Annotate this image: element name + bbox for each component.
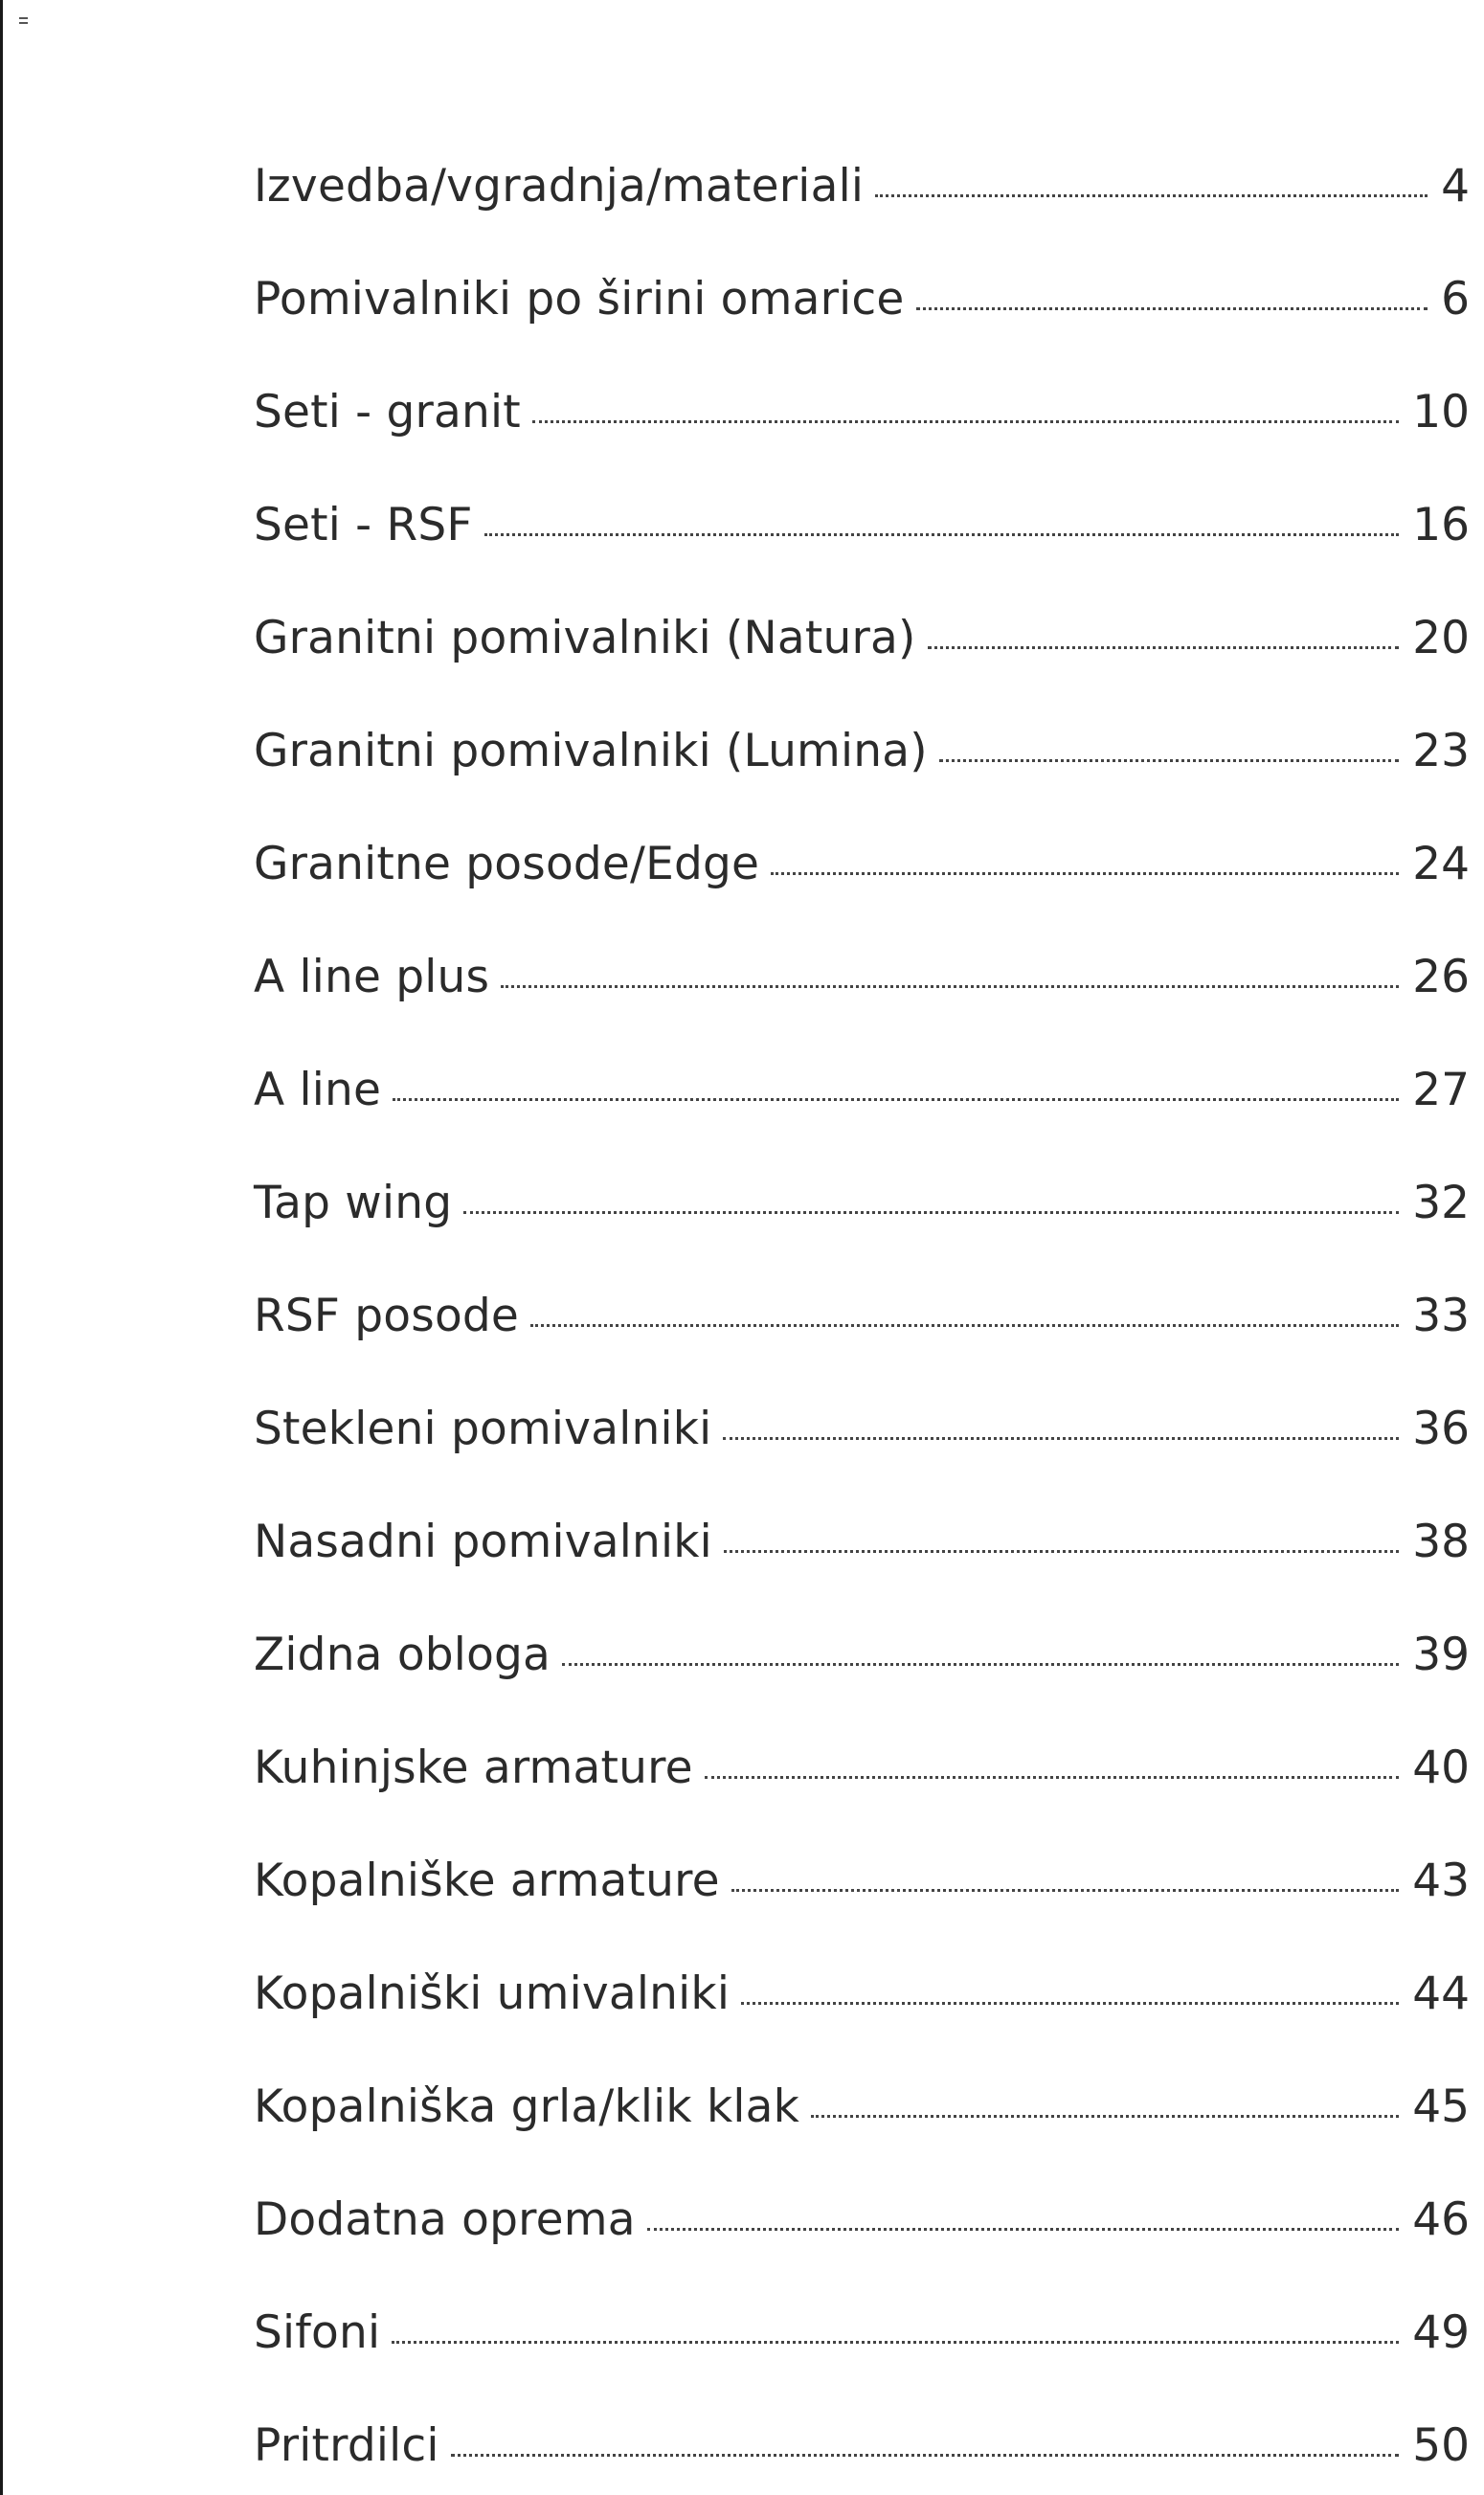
toc-entry[interactable]: [254, 435, 1470, 551]
toc-dot-leader: [532, 420, 1399, 423]
toc-entry-page: 33: [1412, 1290, 1470, 1342]
toc-entry-page: 44: [1412, 1967, 1470, 2020]
toc-entry[interactable]: [254, 1677, 1470, 1794]
toc-entry-page: 10: [1412, 386, 1470, 438]
toc-dot-leader: [875, 194, 1428, 197]
toc-entry-title: A line: [254, 1064, 382, 1116]
toc-dot-leader: [484, 533, 1400, 536]
toc-dot-leader: [530, 1324, 1399, 1327]
toc-entry-page: 36: [1412, 1403, 1470, 1455]
toc-entry[interactable]: [254, 96, 1470, 213]
toc-entry-title: Pritrdilci: [254, 2419, 439, 2472]
toc-entry[interactable]: [254, 209, 1470, 326]
toc-entry[interactable]: [254, 1451, 1470, 1568]
toc-entry-page: 43: [1412, 1854, 1470, 1907]
toc-entry-title: A line plus: [254, 951, 490, 1003]
toc-dot-leader: [731, 1889, 1399, 1892]
toc-dot-leader: [647, 2228, 1399, 2231]
toc-entry-page: 40: [1412, 1742, 1470, 1794]
toc-entry-title: Dodatna oprema: [254, 2193, 636, 2246]
toc-entry-page: 45: [1412, 2080, 1470, 2133]
toc-entry-title: Granitni pomivalniki (Lumina): [254, 725, 928, 777]
toc-entry-page: 32: [1412, 1177, 1470, 1229]
toc-entry-page: 38: [1412, 1516, 1470, 1568]
toc-entry-page: 23: [1412, 725, 1470, 777]
toc-entry-title: Pomivalniki po širini omarice: [254, 273, 905, 326]
toc-entry[interactable]: [254, 1113, 1470, 1229]
toc-entry-title: Tap wing: [254, 1177, 453, 1229]
toc-entry-page: 49: [1412, 2306, 1470, 2359]
toc-entry-title: Stekleni pomivalniki: [254, 1403, 712, 1455]
toc-dot-leader: [451, 2454, 1400, 2457]
toc-dot-leader: [916, 307, 1428, 310]
toc-entry-title: Izvedba/vgradnja/materiali: [254, 160, 865, 213]
toc-entry[interactable]: [254, 1338, 1470, 1455]
toc-entry-title: RSF posode: [254, 1290, 520, 1342]
toc-entry[interactable]: [254, 1000, 1470, 1116]
toc-entry-page: 39: [1412, 1629, 1470, 1681]
toc-entry-page: 46: [1412, 2193, 1470, 2246]
toc-dot-leader: [771, 872, 1399, 875]
toc-entry-title: Granitni pomivalniki (Natura): [254, 612, 916, 664]
toc-entry-title: Nasadni pomivalniki: [254, 1516, 712, 1568]
toc-dot-leader: [811, 2115, 1399, 2118]
toc-entry-page: 24: [1412, 838, 1470, 890]
toc-entry-title: Zidna obloga: [254, 1629, 551, 1681]
toc-entry[interactable]: [254, 2016, 1470, 2133]
toc-entry-title: Kopalniški umivalniki: [254, 1967, 731, 2020]
toc-entry[interactable]: [254, 1790, 1470, 1907]
toc-entry-page: 50: [1412, 2419, 1470, 2472]
toc-entry[interactable]: [254, 661, 1470, 777]
toc-entry-title: Kopalniške armature: [254, 1854, 720, 1907]
toc-dot-leader: [501, 985, 1399, 988]
toc-entry[interactable]: [254, 2355, 1470, 2472]
toc-dot-leader: [741, 2002, 1399, 2005]
toc-dot-leader: [392, 2341, 1399, 2344]
toc-entry-page: 20: [1412, 612, 1470, 664]
toc-entry-page: 16: [1412, 499, 1470, 551]
toc-dot-leader: [939, 759, 1399, 762]
toc-dot-leader: [562, 1663, 1399, 1666]
toc-dot-leader: [928, 646, 1400, 649]
toc-entry[interactable]: [254, 1903, 1470, 2020]
toc-entry[interactable]: [254, 2242, 1470, 2359]
toc-entry-page: 27: [1412, 1064, 1470, 1116]
table-of-contents: [254, 96, 1470, 2472]
toc-dot-leader: [723, 1437, 1399, 1440]
left-border-rule: [0, 0, 3, 2495]
toc-entry[interactable]: [254, 1225, 1470, 1342]
toc-entry-title: Seti - granit: [254, 386, 521, 438]
toc-entry[interactable]: [254, 1564, 1470, 1681]
toc-entry[interactable]: [254, 548, 1470, 664]
toc-entry-title: Sifoni: [254, 2306, 381, 2359]
toc-entry-title: Granitne posode/Edge: [254, 838, 760, 890]
toc-entry-page: 26: [1412, 951, 1470, 1003]
toc-entry-page: 4: [1441, 160, 1470, 213]
toc-dot-leader: [463, 1211, 1399, 1214]
toc-entry[interactable]: [254, 774, 1470, 890]
toc-entry-page: 6: [1441, 273, 1470, 326]
toc-entry-title: Kopalniška grla/klik klak: [254, 2080, 800, 2133]
toc-dot-leader: [724, 1550, 1399, 1553]
toc-entry-title: Seti - RSF: [254, 499, 473, 551]
corner-mark: [19, 17, 28, 24]
toc-entry[interactable]: [254, 887, 1470, 1003]
toc-entry[interactable]: [254, 322, 1470, 438]
toc-entry[interactable]: [254, 2129, 1470, 2246]
toc-dot-leader: [393, 1098, 1399, 1101]
toc-dot-leader: [705, 1776, 1399, 1779]
toc-entry-title: Kuhinjske armature: [254, 1742, 693, 1794]
